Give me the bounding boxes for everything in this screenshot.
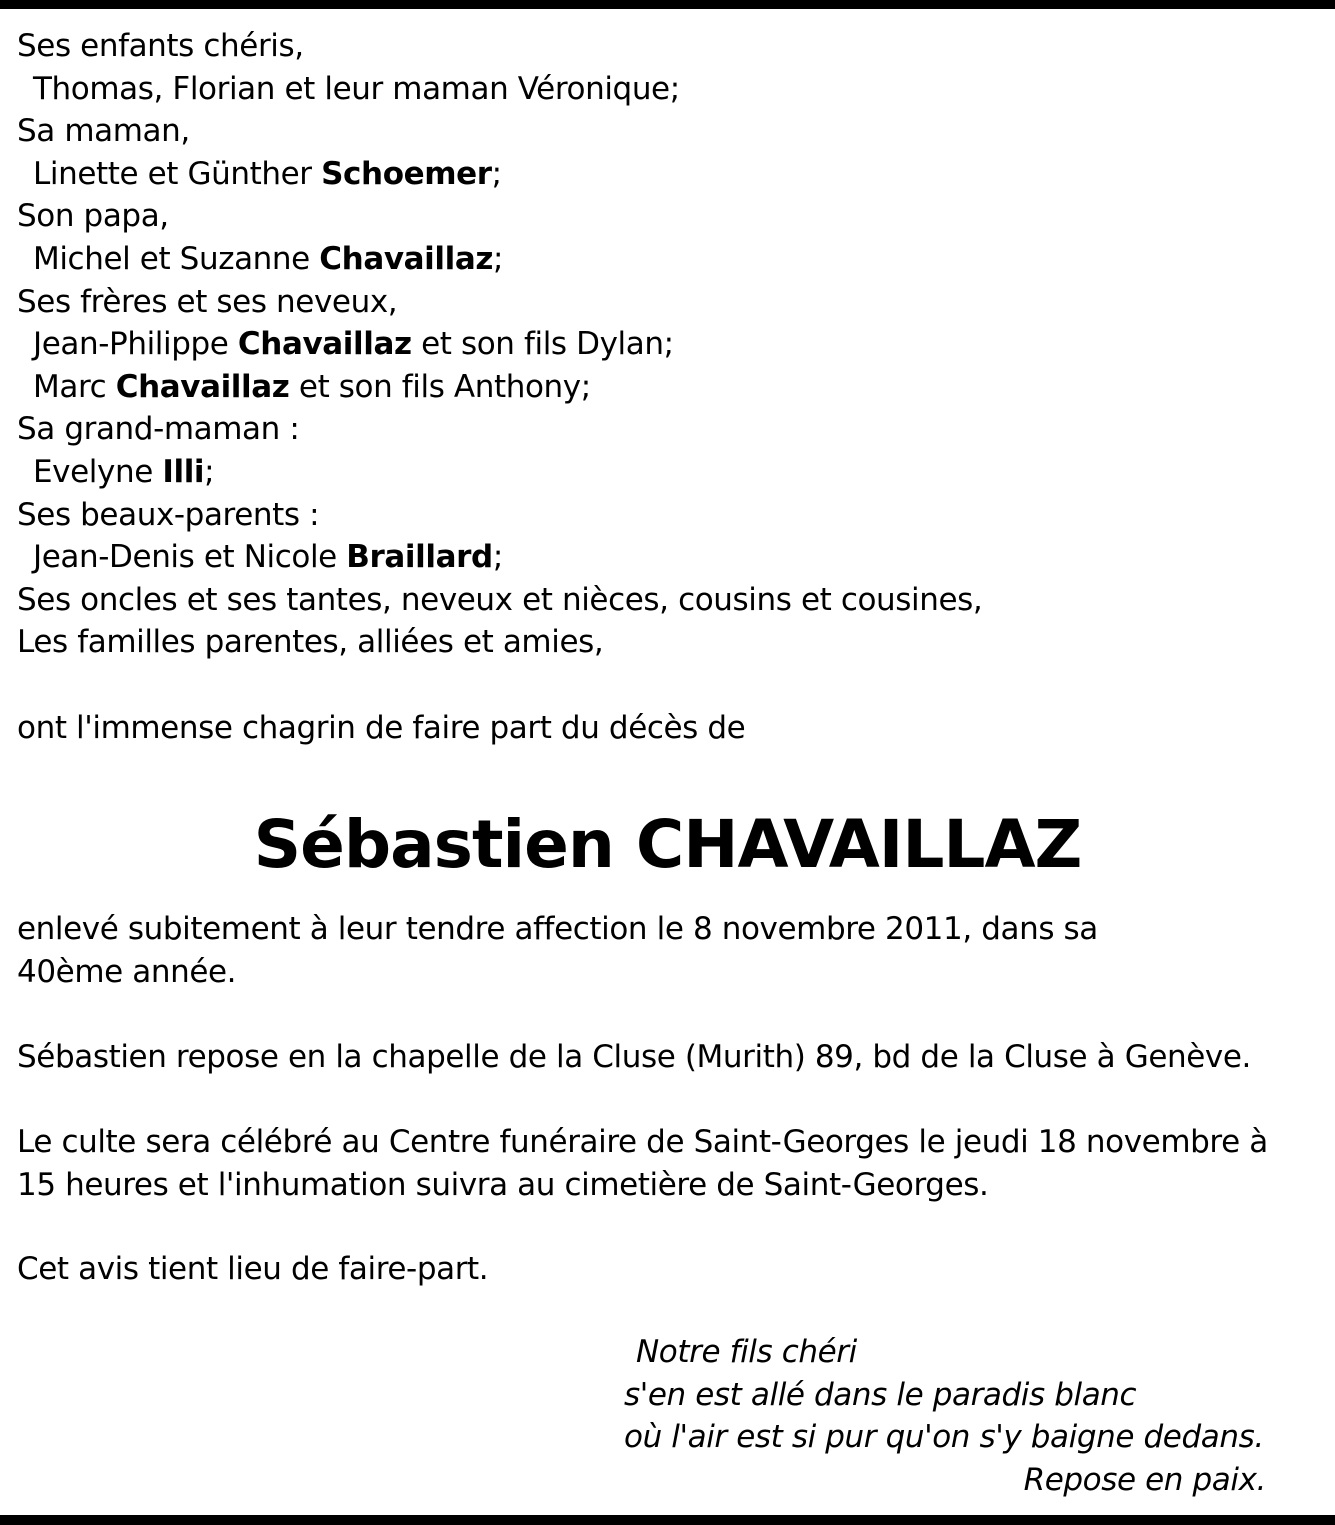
family-text: ;: [492, 539, 503, 576]
family-text: Ses beaux-parents :: [17, 496, 320, 533]
family-surname: Chavaillaz: [319, 240, 494, 277]
family-text: Linette et Günther: [33, 155, 322, 192]
family-surname: Braillard: [346, 539, 493, 576]
family-line: [17, 281, 1317, 324]
family-text: Sa maman,: [17, 113, 190, 150]
family-text: Son papa,: [17, 198, 169, 235]
family-text: Ses enfants chéris,: [17, 28, 304, 64]
family-text: Ses oncles et ses tantes, neveux et nièces, cousins et cousines,: [17, 581, 983, 618]
family-line: [17, 25, 1317, 68]
family-line: [17, 494, 1317, 537]
paragraph-line: 15 heures et l'inhumation suivra au cimetière de Saint-Georges.: [17, 1167, 989, 1203]
family-surname: Illi: [162, 453, 205, 490]
notice-paragraph: [17, 1248, 1317, 1291]
family-line: [17, 68, 1317, 111]
family-text: ;: [493, 240, 504, 277]
family-text: et son fils Dylan;: [411, 326, 674, 363]
rest-paragraph: [17, 1036, 1317, 1079]
family-text: Michel et Suzanne: [33, 240, 320, 277]
family-line: [17, 153, 1317, 196]
announcement: ont l'immense chagrin de faire part du décès de: [17, 710, 746, 746]
family-line: [17, 366, 1317, 409]
family-line: [17, 323, 1317, 366]
paragraph-line: 40ème année.: [17, 954, 237, 990]
poem-line: s'en est allé dans le paradis blanc: [624, 1376, 1137, 1413]
bottom-rule: [0, 1515, 1335, 1525]
service-paragraph: [17, 1121, 1317, 1207]
family-line: [17, 408, 1317, 451]
family-line: [17, 621, 1317, 664]
family-text: ;: [491, 155, 502, 192]
family-surname: Schoemer: [321, 155, 492, 192]
family-line: [17, 579, 1317, 622]
top-rule: [0, 0, 1335, 9]
paragraph-line: Sébastien repose en la chapelle de la Cluse (Murith) 89, bd de la Cluse à Genève.: [17, 1039, 1251, 1075]
poem-line: où l'air est si pur qu'on s'y baigne dedans.: [624, 1419, 1264, 1455]
poem-line: Notre fils chéri: [636, 1334, 857, 1370]
family-text: Les familles parentes, alliées et amies,: [17, 624, 604, 661]
family-text: Jean-Philippe: [33, 326, 238, 363]
family-line: [17, 110, 1317, 153]
family-text: Thomas, Florian et leur maman Véronique;: [33, 70, 680, 107]
family-surname: Chavaillaz: [115, 368, 290, 405]
family-line: [17, 195, 1317, 238]
family-text: Evelyne: [33, 453, 163, 490]
death-paragraph: [17, 908, 1317, 994]
family-surname: Chavaillaz: [237, 326, 412, 363]
family-line: [17, 536, 1317, 579]
deceased-name: Sébastien CHAVAILLAZ: [253, 806, 1082, 883]
family-list: [17, 25, 1317, 664]
poem-line: Repose en paix.: [1023, 1461, 1266, 1498]
family-text: Ses frères et ses neveux,: [17, 283, 398, 320]
family-text: ;: [204, 453, 215, 490]
poem: [624, 1331, 1284, 1501]
paragraph-line: Cet avis tient lieu de faire-part.: [17, 1251, 489, 1287]
family-text: Jean-Denis et Nicole: [33, 539, 347, 576]
family-text: et son fils Anthony;: [289, 368, 591, 405]
paragraph-line: Le culte sera célébré au Centre funéraire de Saint-Georges le jeudi 18 novembre à: [17, 1124, 1268, 1160]
paragraph-line: enlevé subitement à leur tendre affection le 8 novembre 2011, dans sa: [17, 911, 1098, 947]
family-text: Sa grand-maman :: [17, 411, 300, 448]
family-line: [17, 238, 1317, 281]
family-text: Marc: [33, 368, 116, 405]
family-line: [17, 451, 1317, 494]
